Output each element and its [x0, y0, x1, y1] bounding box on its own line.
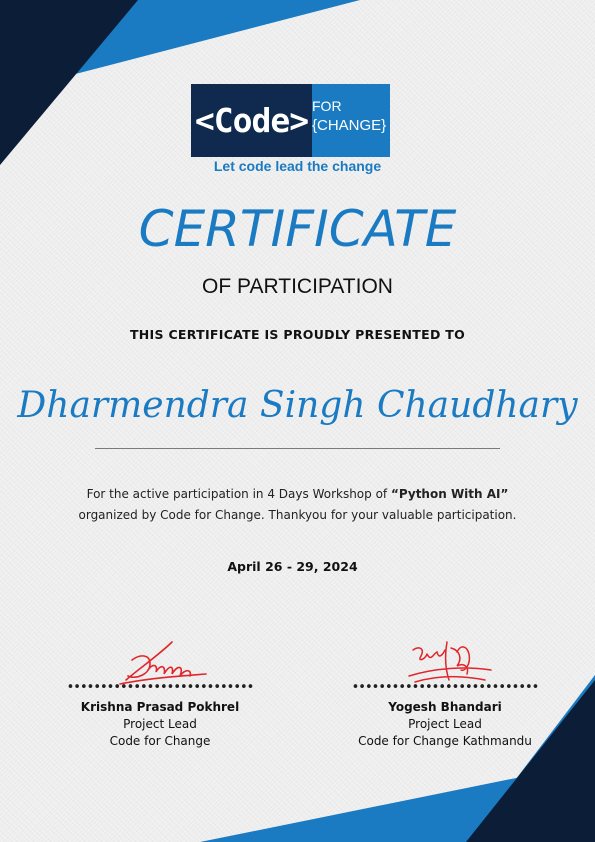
workshop-date: April 26 - 29, 2024	[227, 559, 358, 574]
signature-line: ••••••••••••••••••••••••••••	[66, 680, 254, 695]
logo-code-block: <Code>	[191, 84, 312, 157]
signer-block-1	[40, 640, 280, 748]
signer-role: Project Lead	[123, 717, 197, 731]
logo-change-text: {CHANGE}	[312, 117, 387, 134]
recipient-name: Dharmendra Singh Chaudhary	[17, 385, 578, 426]
logo-tagline: Let code lead the change	[213, 158, 382, 174]
certificate-subtitle: OF PARTICIPATION	[202, 275, 393, 298]
signer-organization: Code for Change Kathmandu	[358, 734, 532, 748]
signature-line: ••••••••••••••••••••••••••••	[351, 680, 539, 695]
participation-description	[60, 484, 535, 526]
presented-to-text: THIS CERTIFICATE IS PROUDLY PRESENTED TO	[129, 327, 466, 342]
signer-name: Krishna Prasad Pokhrel	[80, 700, 240, 714]
logo-for-text: FOR	[312, 98, 342, 114]
signer-organization: Code for Change	[109, 734, 211, 748]
logo-change-block	[312, 84, 390, 157]
description-prefix: For the active participation in 4 Days Workshop of	[86, 487, 391, 501]
signer-role: Project Lead	[408, 717, 482, 731]
description-suffix: organized by Code for Change. Thankyou for your valuable participation.	[78, 508, 517, 522]
certificate-title: CERTIFICATE	[138, 200, 457, 258]
code-for-change-logo	[191, 84, 390, 157]
signer-block-2	[325, 640, 565, 748]
workshop-name: “Python With AI”	[390, 487, 509, 501]
signer-name: Yogesh Bhandari	[388, 700, 502, 714]
recipient-underline	[95, 448, 500, 449]
